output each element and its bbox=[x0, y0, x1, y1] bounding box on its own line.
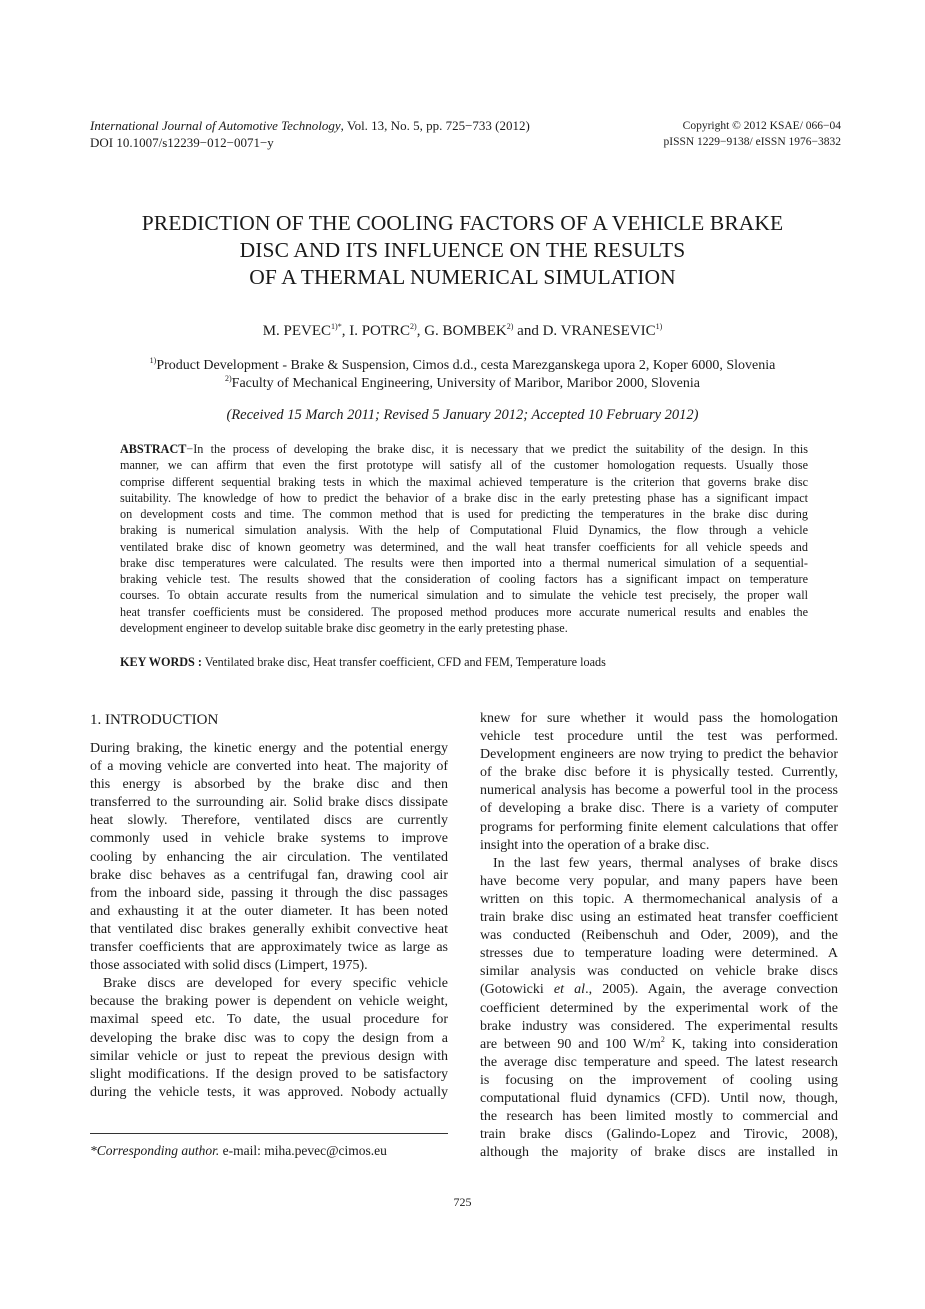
body-line: slight modifications. If the design proved to be satisfactory bbox=[90, 1066, 448, 1082]
body-line: In the last few years, thermal analyses of brake discs bbox=[493, 855, 838, 871]
title-line: PREDICTION OF THE COOLING FACTORS OF A VEHICLE BRAKE bbox=[141, 211, 784, 235]
author: , I. POTRC bbox=[341, 323, 411, 339]
author-affil-mark: 2) bbox=[410, 322, 417, 331]
affiliation-mark: 1) bbox=[149, 356, 157, 365]
body-line: maximal speed etc. To date, the usual procedure for bbox=[90, 1012, 448, 1028]
footnote-label: *Corresponding author. bbox=[90, 1143, 220, 1158]
journal-citation: , Vol. 13, No. 5, pp. 725−733 (2012) bbox=[340, 118, 530, 133]
body-line: and exhausting it at the outer diameter. It has been noted bbox=[90, 903, 448, 919]
abstract-line: manner, we can affirm that even the first prototype will satisfy all of the customer homologation requests. Usually those bbox=[120, 458, 808, 473]
page-number: 725 bbox=[453, 1195, 472, 1209]
body-line: computational fluid dynamics (CFD). Until now, though, bbox=[480, 1090, 838, 1106]
body-line: train brake disc using an estimated heat transfer coefficient bbox=[480, 910, 838, 926]
journal-name: International Journal of Automotive Technology bbox=[90, 118, 341, 133]
journal-header bbox=[90, 117, 610, 151]
keywords bbox=[120, 654, 808, 670]
received-dates: (Received 15 March 2011; Revised 5 January 2012; Accepted 10 February 2012) bbox=[226, 407, 699, 423]
body-line: knew for sure whether it would pass the homologation bbox=[480, 711, 838, 726]
body-line: commonly used in vehicle brake systems to improve bbox=[90, 831, 448, 847]
doi: DOI 10.1007/s12239−012−0071−y bbox=[90, 135, 274, 150]
abstract-line: suitability. The knowledge of how to predict the behavior of a brake disc in the early pretesting phase has a significant impact bbox=[120, 490, 808, 505]
body-line: coefficient determined by the experimental work of the bbox=[480, 1000, 838, 1016]
author: M. PEVEC bbox=[262, 323, 332, 339]
superscript: 2 bbox=[660, 1035, 665, 1044]
body-line: the research has been limited mostly to commercial and bbox=[480, 1109, 838, 1125]
author-affil-mark: 1) bbox=[655, 322, 663, 331]
abstract-text: −In the process of developing the brake disc, it is necessary that we predict the suitability of the design. In this bbox=[186, 442, 808, 456]
abstract-line: comprise different sequential braking tests in which the maximal achieved temperature is the criterion that governs brake disc bbox=[120, 474, 808, 489]
body-line: the average disc temperature and speed. The latest research bbox=[480, 1054, 838, 1070]
abstract-line bbox=[120, 441, 808, 457]
body-line: similar vehicle or just to repeat the previous design with bbox=[90, 1048, 448, 1064]
footnote-text: e-mail: miha.pevec@cimos.eu bbox=[219, 1143, 387, 1158]
author: , G. BOMBEK bbox=[416, 323, 507, 339]
right-column bbox=[480, 710, 838, 1162]
body-line bbox=[480, 1036, 838, 1054]
paper-title bbox=[90, 210, 835, 291]
abstract-line: braking is numerical simulation analysis. With the help of Computational Fluid Dynamics, the flow through a vehicle bbox=[120, 523, 808, 538]
abstract-line: courses. To obtain accurate results from the numerical simulation and to simulate the vehicle test precisely, the proper wall bbox=[120, 588, 808, 603]
body-line: insight into the operation of a brake disc. bbox=[480, 837, 710, 853]
body-text: are between 90 and 100 W/m bbox=[480, 1036, 661, 1052]
body-line: although the majority of brake discs are installed in bbox=[480, 1145, 838, 1161]
body-text: (Gotowicki bbox=[480, 982, 554, 998]
body-text: ., 2005). Again, the average convection bbox=[585, 982, 838, 998]
body-line: train brake discs (Galindo-Lopez and Tirovic, 2008), bbox=[480, 1127, 838, 1143]
abstract-line: heat transfer coefficients must be considered. The proposed method produces more accurate numerical results and enables the bbox=[120, 604, 808, 619]
left-column bbox=[90, 710, 448, 1102]
title-line: DISC AND ITS INFLUENCE ON THE RESULTS bbox=[239, 238, 686, 262]
copyright-header bbox=[541, 118, 841, 150]
footnote-divider bbox=[90, 1133, 448, 1134]
body-line: developing the brake disc was to copy the design from a bbox=[90, 1030, 448, 1046]
body-line: because the braking power is dependent on vehicle weight, bbox=[90, 994, 448, 1010]
author-list bbox=[90, 321, 835, 341]
body-line: from the inboard side, passing it through the disc passages bbox=[90, 885, 448, 901]
body-line: heat slowly. Therefore, ventilated discs are currently bbox=[90, 813, 448, 829]
body-line: is focusing on the improvement of cooling using bbox=[480, 1072, 838, 1088]
abstract-line: brake disc temperatures were calculated. The results were then imported into a thermal numerical simulation of a sequential- bbox=[120, 555, 808, 570]
body-line: of a moving vehicle are converted into heat. The majority of bbox=[90, 759, 448, 775]
body-line: similar analysis was conducted on vehicle brake discs bbox=[480, 964, 838, 980]
affiliation bbox=[90, 357, 835, 375]
abstract-line: braking vehicle test. The results showed that the consideration of cooling factors has a significant impact on temperature bbox=[120, 572, 808, 586]
body-line: this energy is absorbed by the brake disc and then bbox=[90, 777, 448, 793]
et-al: et al bbox=[553, 982, 586, 998]
body-line: brake industry was considered. The experimental results bbox=[480, 1018, 838, 1034]
abstract-label: ABSTRACT bbox=[120, 442, 187, 456]
abstract-line: ventilated brake disc of known geometry was determined, and the wall heat transfer coefficients for all vehicle speeds and bbox=[120, 539, 808, 554]
body-line: was conducted (Reibenschuh and Oder, 2009), and the bbox=[480, 928, 838, 944]
keywords-text: Ventilated brake disc, Heat transfer coefficient, CFD and FEM, Temperature loads bbox=[201, 655, 606, 669]
body-line: numerical analysis has become a powerful tool in the process bbox=[480, 783, 838, 799]
body-line: vehicle test procedure until the test was performed. bbox=[480, 729, 838, 745]
body-line: of the brake disc before it is physically tested. Currently, bbox=[480, 765, 838, 781]
affiliation-text: Faculty of Mechanical Engineering, University of Maribor, Maribor 2000, Slovenia bbox=[231, 376, 700, 391]
body-line: During braking, the kinetic energy and the potential energy bbox=[90, 741, 448, 756]
author-affil-mark: 2) bbox=[506, 322, 514, 331]
body-line: that ventilated disc brakes generally exhibit convective heat bbox=[90, 921, 448, 937]
affiliations bbox=[90, 357, 835, 393]
body-line bbox=[480, 981, 838, 999]
body-line: stresses due to temperature loading were determined. A bbox=[480, 946, 838, 962]
body-line: Brake discs are developed for every specific vehicle bbox=[103, 976, 448, 992]
abstract-line: on development costs and time. The common method that is used for predicting the temperatures in the brake disc during bbox=[120, 507, 808, 521]
section-heading: 1. INTRODUCTION bbox=[90, 712, 219, 728]
body-text: K, taking into consideration bbox=[664, 1036, 838, 1052]
body-line: those associated with solid discs (Limpert, 1975). bbox=[90, 958, 368, 974]
body-line: during the vehicle tests, it was approved. Nobody actually bbox=[90, 1084, 448, 1100]
body-line: brake disc behaves as a centrifugal fan, drawing cool air bbox=[90, 867, 448, 883]
affiliation-mark: 2) bbox=[225, 374, 232, 383]
affiliation bbox=[90, 375, 835, 393]
copyright: Copyright © 2012 KSAE/ 066−04 bbox=[682, 120, 841, 132]
body-line: Development engineers are now trying to predict the behavior bbox=[480, 747, 838, 763]
body-line: cooling by enhancing the air circulation. The ventilated bbox=[90, 849, 448, 865]
author-affil-mark: 1)* bbox=[331, 322, 342, 331]
affiliation-text: Product Development - Brake & Suspension, Cimos d.d., cesta Marezganskega upora 2, Koper 6000, Slovenia bbox=[156, 358, 776, 373]
body-line: transfer coefficients that are approximately twice as large as bbox=[90, 940, 448, 956]
body-line: written on this topic. A thermomechanical analysis of a bbox=[480, 891, 838, 907]
body-line: transferred to the surrounding air. Solid brake discs dissipate bbox=[90, 795, 448, 811]
title-line: OF A THERMAL NUMERICAL SIMULATION bbox=[249, 265, 676, 289]
abstract-line: development engineer to develop suitable brake disc geometry in the early pretesting phase. bbox=[120, 620, 568, 635]
issn: pISSN 1229−9138/ eISSN 1976−3832 bbox=[663, 136, 841, 148]
body-line: programs for performing finite element calculations that offer bbox=[480, 819, 838, 835]
body-line: of developing a brake disc. There is a variety of computer bbox=[480, 801, 838, 817]
abstract bbox=[120, 441, 808, 636]
body-line: have become very popular, and many papers have been bbox=[480, 873, 838, 889]
footnote bbox=[90, 1142, 448, 1159]
keywords-label: KEY WORDS : bbox=[120, 655, 202, 669]
author: and D. VRANESEVIC bbox=[513, 323, 656, 339]
